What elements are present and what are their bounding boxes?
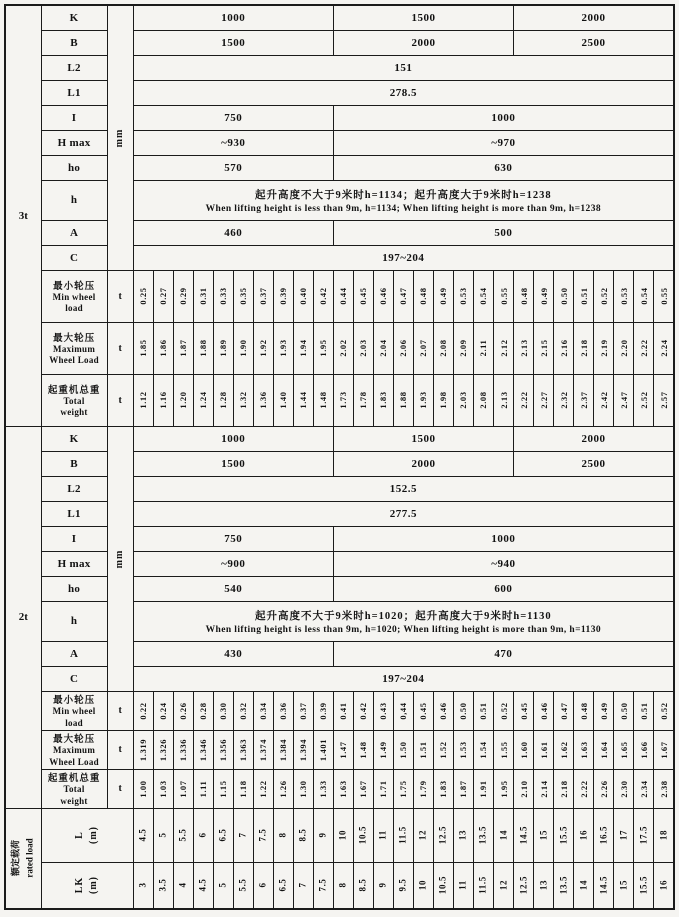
load-value: 1.93	[273, 322, 293, 374]
load-value: 1.94	[293, 322, 313, 374]
section-label: 3t	[5, 5, 41, 426]
load-value: 0.45	[413, 691, 433, 730]
load-value: 0.43	[373, 691, 393, 730]
load-value: 1.85	[133, 322, 153, 374]
load-value: 0.47	[393, 270, 413, 322]
dim-value: 2000	[333, 451, 513, 476]
span-value: 16	[654, 862, 674, 909]
load-value: 2.02	[333, 322, 353, 374]
span-value: 18	[654, 808, 674, 862]
load-value: 1.18	[233, 769, 253, 808]
span-row-label: L (m)	[41, 808, 133, 862]
span-value: 15	[534, 808, 554, 862]
dim-value: 470	[333, 641, 674, 666]
load-value: 2.42	[594, 374, 614, 426]
load-value: 1.67	[353, 769, 373, 808]
load-value: 2.07	[413, 322, 433, 374]
span-value: 4.5	[133, 808, 153, 862]
load-value: 1.53	[453, 730, 473, 769]
span-value: 11.5	[473, 862, 493, 909]
load-value: 1.16	[153, 374, 173, 426]
load-value: 1.88	[393, 374, 413, 426]
load-value: 1.52	[433, 730, 453, 769]
unit-t-label: t	[107, 322, 133, 374]
load-value: 1.51	[413, 730, 433, 769]
load-value: 1.20	[173, 374, 193, 426]
dim-value: 2000	[333, 30, 513, 55]
load-value: 0.39	[313, 691, 333, 730]
load-value: 0.49	[433, 270, 453, 322]
load-value: 0.51	[473, 691, 493, 730]
load-value: 1.63	[333, 769, 353, 808]
load-value: 1.32	[233, 374, 253, 426]
span-value: 14.5	[514, 808, 534, 862]
load-value: 2.18	[574, 322, 594, 374]
load-value: 0.25	[133, 270, 153, 322]
load-value: 0.46	[373, 270, 393, 322]
dim-value: 278.5	[133, 80, 674, 105]
param-label: B	[41, 451, 107, 476]
param-label: I	[41, 105, 107, 130]
load-value: 1.60	[514, 730, 534, 769]
load-value: 1.73	[333, 374, 353, 426]
load-value: 0.49	[534, 270, 554, 322]
load-value: 0.48	[413, 270, 433, 322]
span-value: 6.5	[213, 808, 233, 862]
dim-value: 1000	[133, 5, 333, 30]
load-value: 2.57	[654, 374, 674, 426]
load-value: 1.26	[273, 769, 293, 808]
unit-mm-label: mm	[107, 426, 133, 691]
load-value: 2.52	[634, 374, 654, 426]
span-value: 12.5	[514, 862, 534, 909]
load-value: 0.50	[554, 270, 574, 322]
span-value: 6.5	[273, 862, 293, 909]
load-value: 2.22	[574, 769, 594, 808]
dim-value: 2000	[514, 5, 674, 30]
load-value: 0.50	[614, 691, 634, 730]
dim-value: 2500	[514, 30, 674, 55]
load-value: 1.363	[233, 730, 253, 769]
span-value: 3.5	[153, 862, 173, 909]
unit-t-label: t	[107, 769, 133, 808]
param-label: h	[41, 601, 107, 641]
unit-t-label: t	[107, 270, 133, 322]
load-value: 2.22	[634, 322, 654, 374]
load-value: 2.08	[433, 322, 453, 374]
load-value: 1.03	[153, 769, 173, 808]
dim-value: 197~204	[133, 245, 674, 270]
param-label: C	[41, 666, 107, 691]
load-value: 1.401	[313, 730, 333, 769]
spec-note: 起升高度不大于9米时h=1020；起升高度大于9米时h=1130 When lifting height is less than 9m, h=1020; When lifting height is more than 9m, h=1130	[133, 601, 674, 641]
span-value: 14	[574, 862, 594, 909]
load-value: 1.33	[313, 769, 333, 808]
span-value: 6	[253, 862, 273, 909]
load-value: 2.37	[574, 374, 594, 426]
load-value: 1.49	[373, 730, 393, 769]
spec-note: 起升高度不大于9米时h=1134；起升高度大于9米时h=1238 When lifting height is less than 9m, h=1134; When lifting height is more than 9m, h=1238	[133, 180, 674, 220]
load-value: 1.319	[133, 730, 153, 769]
load-value: 0.46	[433, 691, 453, 730]
span-value: 8.5	[353, 862, 373, 909]
load-value: 2.22	[514, 374, 534, 426]
load-row-label: 最小轮压 Min wheel load	[41, 270, 107, 322]
load-value: 1.91	[473, 769, 493, 808]
span-value: 13.5	[554, 862, 574, 909]
load-value: 1.24	[193, 374, 213, 426]
load-value: 1.63	[574, 730, 594, 769]
load-value: 1.98	[433, 374, 453, 426]
dim-value: 152.5	[133, 476, 674, 501]
load-value: 0.55	[654, 270, 674, 322]
load-value: 0.55	[493, 270, 513, 322]
load-value: 0.31	[193, 270, 213, 322]
load-value: 0.32	[233, 691, 253, 730]
load-value: 2.13	[514, 322, 534, 374]
dim-value: 2000	[514, 426, 674, 451]
load-value: 1.88	[193, 322, 213, 374]
load-value: 1.67	[654, 730, 674, 769]
load-value: 1.54	[473, 730, 493, 769]
span-value: 17	[614, 808, 634, 862]
load-value: 2.03	[353, 322, 373, 374]
load-value: 1.87	[453, 769, 473, 808]
load-value: 2.47	[614, 374, 634, 426]
load-value: 0.37	[253, 270, 273, 322]
load-value: 2.16	[554, 322, 574, 374]
dim-value: 500	[333, 220, 674, 245]
param-label: H max	[41, 551, 107, 576]
span-value: 12.5	[433, 808, 453, 862]
param-label: L1	[41, 501, 107, 526]
span-value: 10	[333, 808, 353, 862]
dim-value: 1500	[333, 5, 513, 30]
load-value: 0.40	[293, 270, 313, 322]
span-value: 7	[293, 862, 313, 909]
span-value: 5	[213, 862, 233, 909]
load-value: 0.52	[493, 691, 513, 730]
span-value: 13	[453, 808, 473, 862]
load-value: 1.79	[413, 769, 433, 808]
load-value: 0.48	[514, 270, 534, 322]
load-value: 0.36	[273, 691, 293, 730]
load-value: 1.66	[634, 730, 654, 769]
span-value: 17.5	[634, 808, 654, 862]
load-row-label: 起重机总重 Total weight	[41, 374, 107, 426]
load-value: 2.30	[614, 769, 634, 808]
load-value: 0.51	[634, 691, 654, 730]
dim-value: 151	[133, 55, 674, 80]
load-value: 2.15	[534, 322, 554, 374]
load-value: 1.93	[413, 374, 433, 426]
span-value: 11	[373, 808, 393, 862]
param-label: B	[41, 30, 107, 55]
load-value: 0.47	[554, 691, 574, 730]
span-value: 7.5	[253, 808, 273, 862]
load-value: 1.40	[273, 374, 293, 426]
load-value: 0.28	[193, 691, 213, 730]
load-value: 2.27	[534, 374, 554, 426]
dim-value: 750	[133, 526, 333, 551]
load-value: 0.45	[353, 270, 373, 322]
span-value: 3	[133, 862, 153, 909]
load-value: 1.394	[293, 730, 313, 769]
load-value: 1.384	[273, 730, 293, 769]
load-value: 0.53	[453, 270, 473, 322]
load-row-label: 起重机总重 Total weight	[41, 769, 107, 808]
span-value: 11	[453, 862, 473, 909]
span-value: 10.5	[353, 808, 373, 862]
span-value: 13.5	[473, 808, 493, 862]
load-value: 1.90	[233, 322, 253, 374]
load-value: 0.35	[233, 270, 253, 322]
load-value: 1.50	[393, 730, 413, 769]
span-value: 10	[413, 862, 433, 909]
load-value: 2.18	[554, 769, 574, 808]
param-label: H max	[41, 130, 107, 155]
span-value: 6	[193, 808, 213, 862]
load-value: 1.71	[373, 769, 393, 808]
load-value: 1.95	[493, 769, 513, 808]
span-value: 13	[534, 862, 554, 909]
load-value: 0.52	[654, 691, 674, 730]
dim-value: 1000	[133, 426, 333, 451]
load-value: 0.45	[514, 691, 534, 730]
dim-value: ~900	[133, 551, 333, 576]
load-value: 0.49	[594, 691, 614, 730]
dim-value: 460	[133, 220, 333, 245]
span-value: 15.5	[634, 862, 654, 909]
load-value: 0.50	[453, 691, 473, 730]
span-value: 5.5	[173, 808, 193, 862]
load-value: 1.346	[193, 730, 213, 769]
param-label: C	[41, 245, 107, 270]
load-value: 0.48	[574, 691, 594, 730]
param-label: I	[41, 526, 107, 551]
dim-value: 1500	[333, 426, 513, 451]
load-value: 1.47	[333, 730, 353, 769]
load-value: 1.326	[153, 730, 173, 769]
load-value: 1.75	[393, 769, 413, 808]
span-value: 15.5	[554, 808, 574, 862]
load-value: 0.53	[614, 270, 634, 322]
load-value: 1.44	[293, 374, 313, 426]
crane-spec-table	[4, 4, 675, 910]
load-value: 1.356	[213, 730, 233, 769]
dim-value: 430	[133, 641, 333, 666]
load-value: 1.83	[373, 374, 393, 426]
span-value: 10.5	[433, 862, 453, 909]
dim-value: ~940	[333, 551, 674, 576]
unit-t-label: t	[107, 374, 133, 426]
load-value: 1.00	[133, 769, 153, 808]
param-label: L2	[41, 55, 107, 80]
load-value: 0.33	[213, 270, 233, 322]
load-value: 2.32	[554, 374, 574, 426]
unit-t-label: t	[107, 691, 133, 730]
load-value: 1.36	[253, 374, 273, 426]
param-label: ho	[41, 155, 107, 180]
load-value: 1.11	[193, 769, 213, 808]
load-value: 1.61	[534, 730, 554, 769]
load-value: 2.13	[493, 374, 513, 426]
load-value: 0.44	[333, 270, 353, 322]
load-value: 0.54	[634, 270, 654, 322]
load-value: 0.29	[173, 270, 193, 322]
param-label: ho	[41, 576, 107, 601]
load-value: 2.10	[514, 769, 534, 808]
span-value: 16	[574, 808, 594, 862]
load-value: 0.22	[133, 691, 153, 730]
load-value: 2.09	[453, 322, 473, 374]
load-value: 1.86	[153, 322, 173, 374]
dim-value: 277.5	[133, 501, 674, 526]
load-value: 1.89	[213, 322, 233, 374]
load-value: 0.26	[173, 691, 193, 730]
dim-value: 750	[133, 105, 333, 130]
dim-value: 1500	[133, 451, 333, 476]
load-value: 0.46	[534, 691, 554, 730]
load-value: 0.42	[353, 691, 373, 730]
load-value: 1.15	[213, 769, 233, 808]
load-value: 0.41	[333, 691, 353, 730]
load-value: 2.06	[393, 322, 413, 374]
param-label: A	[41, 641, 107, 666]
span-value: 8	[273, 808, 293, 862]
load-row-label: 最大轮压 Maximum Wheel Load	[41, 730, 107, 769]
dim-value: ~970	[333, 130, 674, 155]
span-value: 12	[493, 862, 513, 909]
load-value: 2.08	[473, 374, 493, 426]
span-value: 9	[313, 808, 333, 862]
dim-value: 1000	[333, 526, 674, 551]
load-value: 1.83	[433, 769, 453, 808]
dim-value: 600	[333, 576, 674, 601]
load-value: 1.48	[353, 730, 373, 769]
load-value: 2.03	[453, 374, 473, 426]
param-label: h	[41, 180, 107, 220]
load-value: 2.14	[534, 769, 554, 808]
span-value: 7	[233, 808, 253, 862]
load-value: 2.12	[493, 322, 513, 374]
dim-value: 630	[333, 155, 674, 180]
section-label: 2t	[5, 426, 41, 808]
load-value: 1.48	[313, 374, 333, 426]
span-value: 7.5	[313, 862, 333, 909]
load-value: 1.30	[293, 769, 313, 808]
load-row-label: 最小轮压 Min wheel load	[41, 691, 107, 730]
load-value: 1.55	[493, 730, 513, 769]
load-value: 2.19	[594, 322, 614, 374]
load-value: 1.336	[173, 730, 193, 769]
span-value: 16.5	[594, 808, 614, 862]
load-value: 0,44	[393, 691, 413, 730]
param-label: L1	[41, 80, 107, 105]
load-value: 2.26	[594, 769, 614, 808]
param-label: K	[41, 5, 107, 30]
load-value: 2.04	[373, 322, 393, 374]
dim-value: 1500	[133, 30, 333, 55]
span-value: 4	[173, 862, 193, 909]
span-value: 14.5	[594, 862, 614, 909]
load-value: 1.87	[173, 322, 193, 374]
span-value: 9	[373, 862, 393, 909]
load-value: 0.37	[293, 691, 313, 730]
unit-mm-label: mm	[107, 5, 133, 270]
unit-t-label: t	[107, 730, 133, 769]
span-value: 5	[153, 808, 173, 862]
load-value: 0.24	[153, 691, 173, 730]
rated-load-side-label: 额定载荷 rated load	[5, 808, 41, 909]
dim-value: 570	[133, 155, 333, 180]
load-value: 1.78	[353, 374, 373, 426]
load-value: 0.54	[473, 270, 493, 322]
span-value: 9.5	[393, 862, 413, 909]
span-value: 8.5	[293, 808, 313, 862]
dim-value: 1000	[333, 105, 674, 130]
load-value: 1.12	[133, 374, 153, 426]
param-label: A	[41, 220, 107, 245]
span-value: 12	[413, 808, 433, 862]
load-value: 1.07	[173, 769, 193, 808]
load-value: 0.51	[574, 270, 594, 322]
load-value: 0.27	[153, 270, 173, 322]
span-value: 15	[614, 862, 634, 909]
load-value: 0.30	[213, 691, 233, 730]
load-value: 0.42	[313, 270, 333, 322]
load-value: 0.34	[253, 691, 273, 730]
load-value: 2.24	[654, 322, 674, 374]
load-value: 0.52	[594, 270, 614, 322]
span-value: 14	[493, 808, 513, 862]
dim-value: ~930	[133, 130, 333, 155]
load-value: 2.20	[614, 322, 634, 374]
load-value: 1.64	[594, 730, 614, 769]
load-value: 2.11	[473, 322, 493, 374]
load-value: 1.28	[213, 374, 233, 426]
span-value: 4.5	[193, 862, 213, 909]
load-value: 2.38	[654, 769, 674, 808]
param-label: K	[41, 426, 107, 451]
load-value: 1.62	[554, 730, 574, 769]
dim-value: 2500	[514, 451, 674, 476]
load-value: 2.34	[634, 769, 654, 808]
dim-value: 197~204	[133, 666, 674, 691]
load-value: 1.95	[313, 322, 333, 374]
load-value: 1.374	[253, 730, 273, 769]
param-label: L2	[41, 476, 107, 501]
load-value: 0.39	[273, 270, 293, 322]
span-value: 11.5	[393, 808, 413, 862]
load-value: 1.92	[253, 322, 273, 374]
span-row-label: LK (m)	[41, 862, 133, 909]
load-row-label: 最大轮压 Maximum Wheel Load	[41, 322, 107, 374]
load-value: 1.65	[614, 730, 634, 769]
span-value: 8	[333, 862, 353, 909]
load-value: 1.22	[253, 769, 273, 808]
span-value: 5.5	[233, 862, 253, 909]
dim-value: 540	[133, 576, 333, 601]
